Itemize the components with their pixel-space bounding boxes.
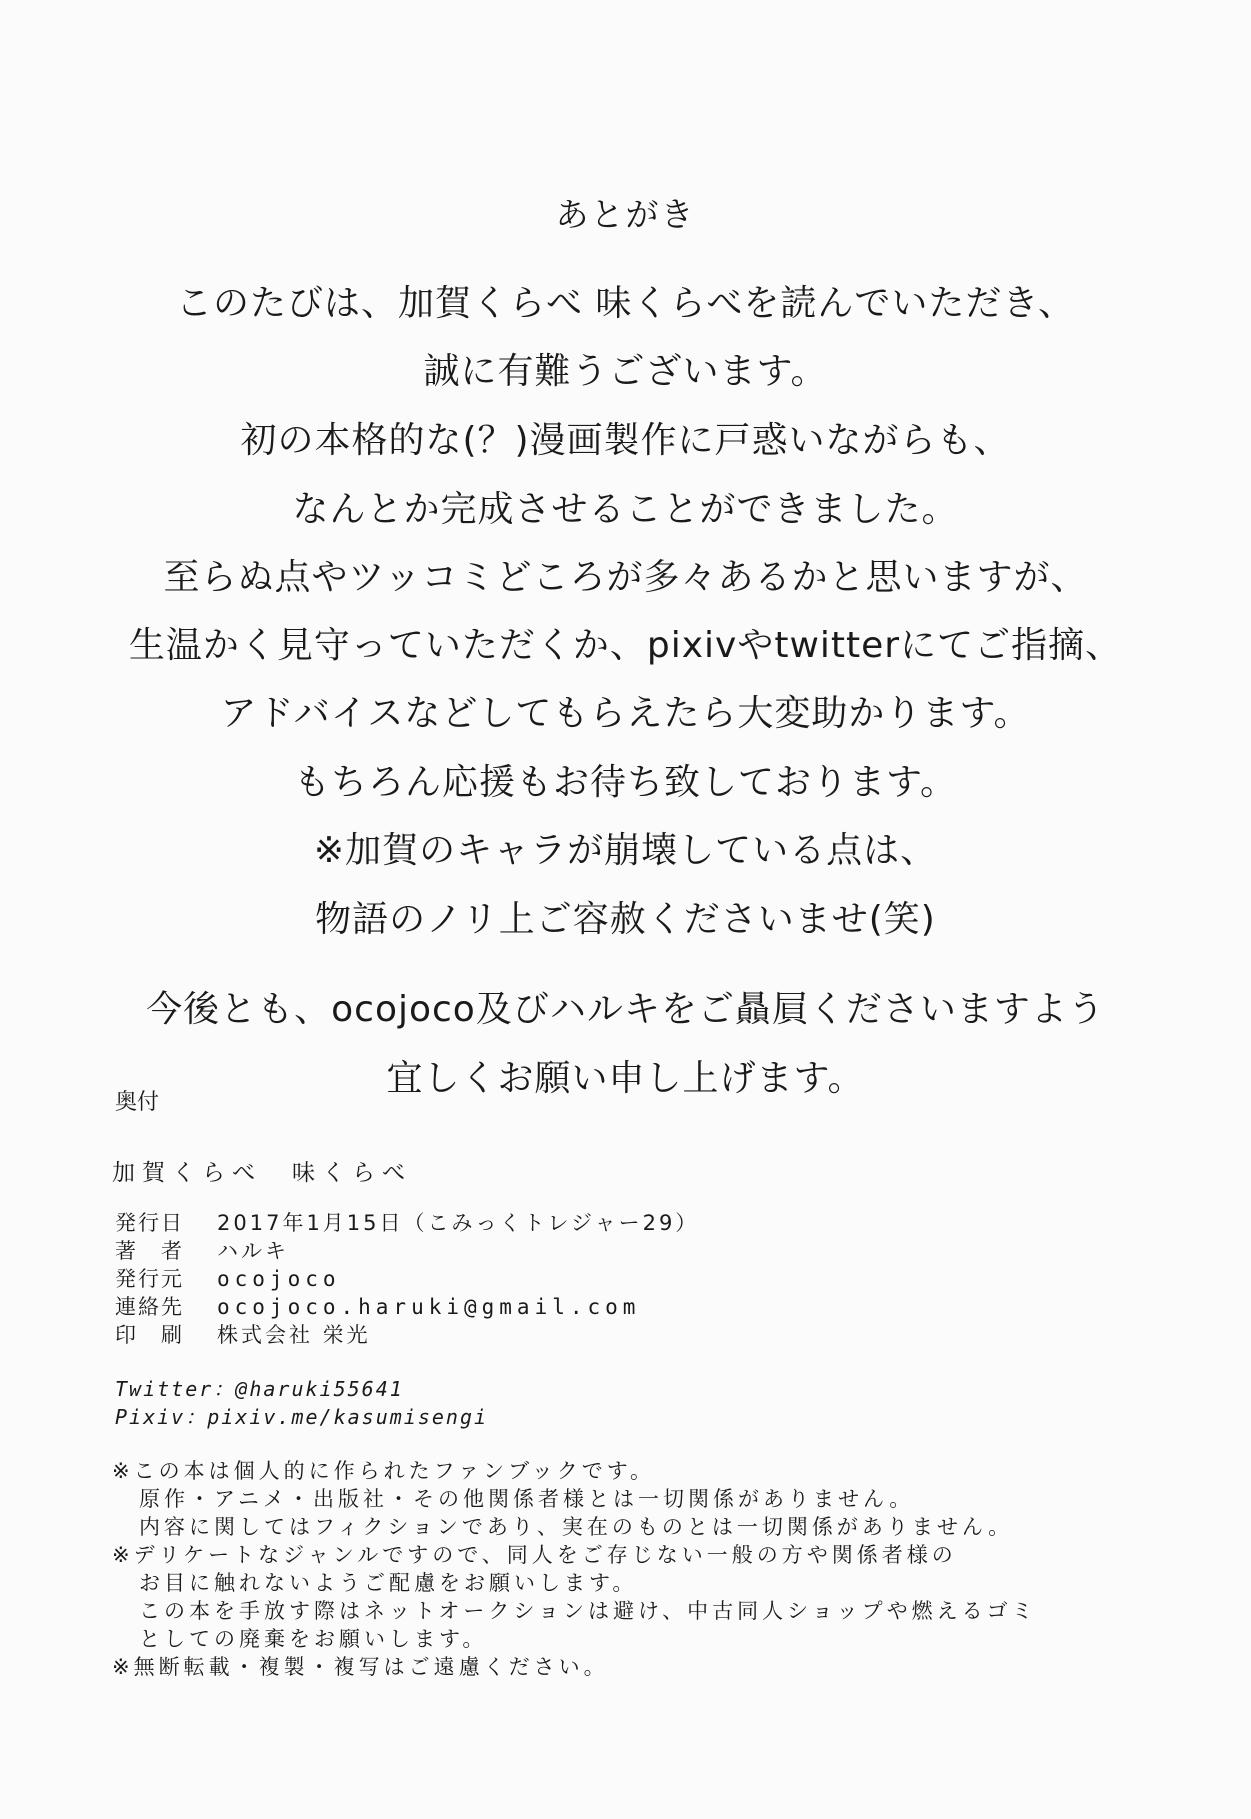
- info-value: ocojoco: [217, 1267, 341, 1291]
- note-line: この本を手放す際はネットオークションは避け、中古同人ショップや燃えるゴミ: [139, 1599, 1037, 1623]
- note-line: ※無断転載・複製・複写はご遠慮ください。: [112, 1655, 609, 1679]
- colophon-heading: 奥付: [115, 1090, 160, 1115]
- afterword-line: 至らぬ点やツッコミどころが多々あるかと思いますが、: [163, 557, 1088, 598]
- twitter-handle: Twitter：@haruki55641: [115, 1377, 404, 1401]
- afterword-line: 宜しくお願い申し上げます。: [386, 1058, 865, 1099]
- note-line: お目に触れないようご配慮をお願いします。: [139, 1571, 638, 1595]
- info-key: 発行日: [115, 1211, 184, 1235]
- info-key: 印 刷: [115, 1323, 184, 1347]
- info-key: 連絡先: [115, 1295, 184, 1319]
- afterword-line: なんとか完成させることができました。: [292, 489, 959, 530]
- note-line: ※この本は個人的に作られたファンブックです。: [112, 1459, 656, 1483]
- info-value: 2017年1月15日（こみっくトレジャー29）: [217, 1211, 700, 1235]
- info-row-publisher: [115, 1269, 341, 1290]
- afterword-line: 今後とも、ocojoco及びハルキをご贔屓くださいますよう: [146, 989, 1105, 1030]
- afterword-line: アドバイスなどしてもらえたら大変助かります。: [220, 693, 1031, 734]
- note-line: としての廃棄をお願いします。: [139, 1627, 488, 1651]
- afterword-line: ※加賀のキャラが崩壊している点は、: [313, 830, 938, 871]
- afterword-line: 物語のノリ上ご容赦くださいませ(笑): [315, 899, 936, 940]
- book-title: 加賀くらべ 味くらべ: [112, 1160, 412, 1186]
- afterword-line: このたびは、加賀くらべ 味くらべを読んでいただき、: [175, 283, 1075, 324]
- note-line: 内容に関してはフィクションであり、実在のものとは一切関係がありません。: [139, 1515, 1014, 1539]
- pixiv-handle: Pixiv：pixiv.me/kasumisengi: [115, 1405, 489, 1429]
- afterword-title: あとがき: [555, 195, 696, 234]
- note-line: ※デリケートなジャンルですので、同人をご存じない一般の方や関係者様の: [112, 1543, 957, 1567]
- info-row-contact: [115, 1297, 640, 1318]
- info-row-printer: [115, 1325, 371, 1346]
- info-key: 発行元: [115, 1267, 184, 1291]
- info-value: ocojoco.haruki@gmail.com: [217, 1295, 641, 1319]
- afterword-line: 初の本格的な(？)漫画製作に戸惑いながらも、: [240, 420, 1011, 461]
- info-row-author: [115, 1241, 289, 1262]
- info-value: 株式会社 栄光: [217, 1323, 371, 1347]
- note-line: 原作・アニメ・出版社・その他関係者様とは一切関係がありません。: [139, 1487, 915, 1511]
- info-row-date: [115, 1213, 699, 1234]
- info-key: 著 者: [115, 1239, 184, 1263]
- afterword-line: 生温かく見守っていただくか、pixivやtwitterにてご指摘、: [128, 625, 1123, 666]
- afterword-line: もちろん応援もお待ち致しております。: [293, 762, 958, 803]
- afterword-line: 誠に有難うございます。: [423, 351, 828, 392]
- info-value: ハルキ: [217, 1239, 289, 1263]
